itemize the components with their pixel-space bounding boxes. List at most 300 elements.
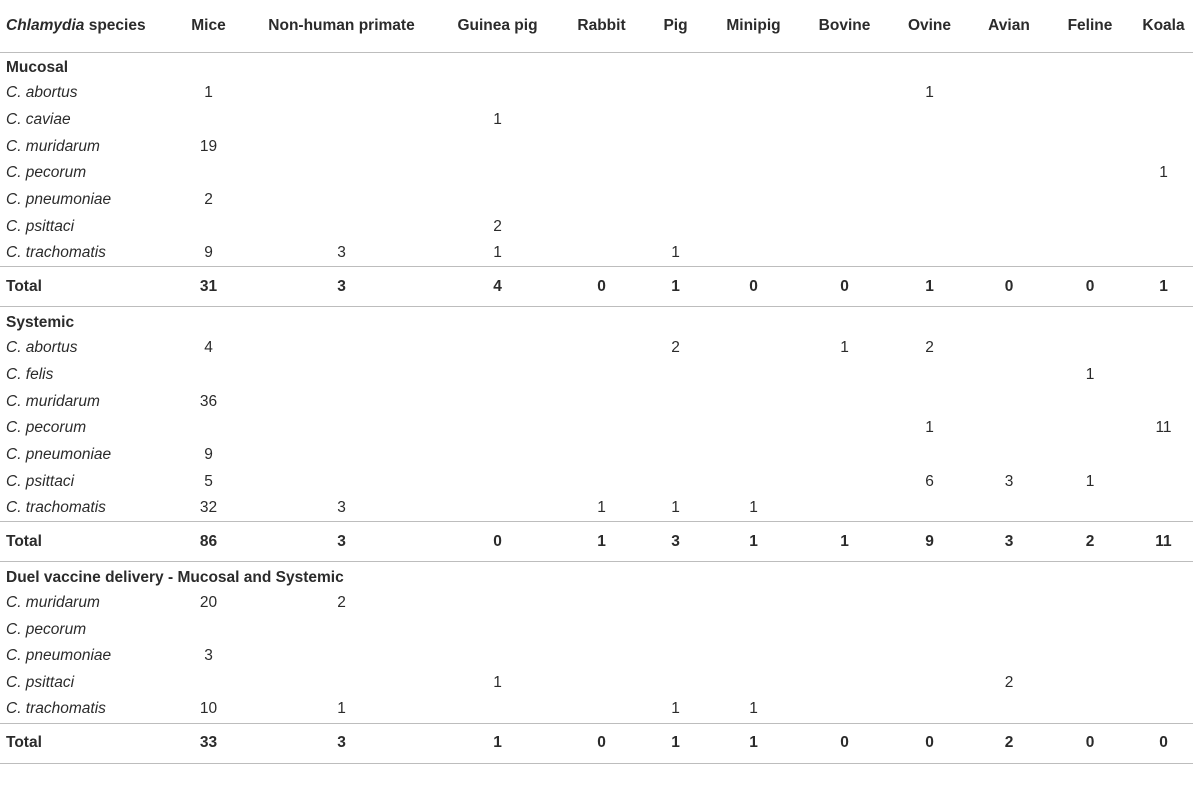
host-header: Avian (972, 0, 1046, 52)
species-column-header (0, 0, 172, 52)
count-cell (557, 133, 646, 160)
count-cell (705, 616, 802, 643)
count-cell: 1 (597, 499, 606, 517)
count-cell (646, 160, 705, 187)
count-cell (887, 670, 972, 697)
count-cell (705, 213, 802, 240)
count-cell (245, 670, 438, 697)
count-cell: 1 (493, 244, 502, 262)
species-name: C. trachomatis (6, 700, 106, 718)
count-cell (172, 616, 245, 643)
species-name: C. muridarum (6, 593, 100, 611)
table-row (0, 616, 1193, 643)
species-name: C. pneumoniae (6, 647, 112, 665)
total-cell: 9 (887, 522, 972, 562)
count-cell (705, 442, 802, 469)
count-cell (972, 442, 1046, 469)
count-cell (646, 590, 705, 617)
total-cell: 0 (438, 522, 557, 562)
count-cell (557, 80, 646, 107)
count-cell: 1 (840, 339, 849, 357)
host-header: Pig (646, 0, 705, 52)
count-cell (646, 362, 705, 389)
total-cell: 0 (1046, 267, 1134, 307)
count-cell (245, 388, 438, 415)
count-cell (972, 590, 1046, 617)
count-cell (245, 80, 438, 107)
species-name: C. caviae (6, 111, 71, 129)
count-cell (972, 696, 1046, 723)
count-cell (646, 670, 705, 697)
count-cell: 1 (671, 499, 680, 517)
count-cell (557, 670, 646, 697)
count-cell (802, 240, 887, 267)
count-cell (972, 107, 1046, 134)
table-row (0, 362, 1193, 389)
count-cell (802, 590, 887, 617)
count-cell: 32 (199, 499, 218, 517)
count-cell: 1 (749, 499, 758, 517)
count-cell (802, 133, 887, 160)
count-cell (802, 670, 887, 697)
count-cell (245, 213, 438, 240)
count-cell: 1 (749, 700, 758, 718)
count-cell: 9 (204, 445, 213, 463)
total-cell: 1 (802, 522, 887, 562)
count-cell (557, 415, 646, 442)
count-cell (887, 107, 972, 134)
count-cell (557, 362, 646, 389)
count-cell (1134, 495, 1193, 522)
count-cell: 36 (199, 392, 218, 410)
total-cell: 1 (557, 522, 646, 562)
count-cell: 19 (199, 137, 218, 155)
count-cell: 1 (1085, 472, 1095, 490)
count-cell (1134, 187, 1193, 214)
count-cell (1046, 670, 1134, 697)
count-cell: 1 (925, 419, 934, 437)
species-name: C. psittaci (6, 217, 75, 235)
total-cell: 3 (245, 267, 438, 307)
table-row (0, 495, 1193, 522)
count-cell (972, 388, 1046, 415)
count-cell (245, 335, 438, 362)
count-cell (1046, 240, 1134, 267)
count-cell (1046, 107, 1134, 134)
count-cell (705, 160, 802, 187)
total-cell: 3 (245, 723, 438, 763)
table-row (0, 696, 1193, 723)
count-cell (646, 133, 705, 160)
count-cell (972, 362, 1046, 389)
count-cell (1134, 335, 1193, 362)
count-cell (802, 388, 887, 415)
total-row (0, 267, 1193, 307)
count-cell (438, 415, 557, 442)
count-cell (705, 670, 802, 697)
table-row (0, 590, 1193, 617)
count-cell (705, 388, 802, 415)
species-name: C. felis (6, 365, 54, 383)
count-cell (557, 107, 646, 134)
count-cell (646, 442, 705, 469)
count-cell: 4 (204, 339, 213, 357)
total-cell: 3 (972, 522, 1046, 562)
count-cell (887, 643, 972, 670)
count-cell (1134, 362, 1193, 389)
species-genus-label: Chlamydia (6, 16, 85, 34)
count-cell: 3 (204, 647, 213, 665)
total-cell: 0 (802, 267, 887, 307)
count-cell (557, 442, 646, 469)
count-cell (802, 468, 887, 495)
count-cell (887, 616, 972, 643)
count-cell (1046, 335, 1134, 362)
count-cell (705, 415, 802, 442)
total-cell: 3 (245, 522, 438, 562)
count-cell (557, 240, 646, 267)
count-cell (887, 442, 972, 469)
count-cell: 1 (493, 674, 502, 692)
count-cell (972, 415, 1046, 442)
total-row (0, 723, 1193, 763)
count-cell (705, 590, 802, 617)
table-row (0, 670, 1193, 697)
total-cell: 0 (1134, 723, 1193, 763)
count-cell: 9 (204, 244, 213, 262)
count-cell (802, 495, 887, 522)
count-cell (1134, 590, 1193, 617)
count-cell (705, 468, 802, 495)
count-cell: 6 (925, 472, 934, 490)
table-row (0, 388, 1193, 415)
count-cell (802, 415, 887, 442)
species-name: C. abortus (6, 339, 78, 357)
count-cell (887, 495, 972, 522)
host-header: Feline (1046, 0, 1134, 52)
total-cell: 0 (972, 267, 1046, 307)
species-name: C. muridarum (6, 392, 100, 410)
count-cell (245, 107, 438, 134)
count-cell (1134, 616, 1193, 643)
count-cell (972, 495, 1046, 522)
total-cell: 86 (172, 522, 245, 562)
section-title: Systemic (6, 313, 75, 331)
count-cell (245, 415, 438, 442)
count-cell (245, 362, 438, 389)
count-cell (802, 80, 887, 107)
count-cell (557, 187, 646, 214)
count-cell (438, 187, 557, 214)
count-cell (1046, 616, 1134, 643)
host-header: Non-human primate (245, 0, 438, 52)
count-cell (1134, 696, 1193, 723)
count-cell (1046, 696, 1134, 723)
count-cell (438, 616, 557, 643)
table-row (0, 80, 1193, 107)
count-cell (705, 80, 802, 107)
count-cell: 2 (204, 191, 213, 209)
count-cell: 5 (204, 472, 213, 490)
count-cell: 1 (671, 244, 680, 262)
total-cell: 11 (1134, 522, 1193, 562)
total-row (0, 522, 1193, 562)
total-label: Total (0, 723, 172, 763)
count-cell (802, 643, 887, 670)
count-cell (1134, 240, 1193, 267)
count-cell (438, 442, 557, 469)
table-body (0, 52, 1193, 763)
count-cell: 1 (204, 84, 213, 102)
count-cell (705, 643, 802, 670)
count-cell (245, 133, 438, 160)
count-cell (972, 213, 1046, 240)
total-cell: 4 (438, 267, 557, 307)
count-cell (438, 590, 557, 617)
section-header-row (0, 562, 1193, 590)
count-cell (438, 335, 557, 362)
count-cell (1134, 213, 1193, 240)
section-title: Mucosal (6, 59, 69, 76)
total-cell: 1 (646, 267, 705, 307)
host-header: Mice (172, 0, 245, 52)
count-cell (1046, 442, 1134, 469)
count-cell (1134, 643, 1193, 670)
count-cell (1046, 590, 1134, 617)
count-cell (972, 80, 1046, 107)
count-cell (705, 362, 802, 389)
count-cell (438, 643, 557, 670)
count-cell: 1 (493, 111, 502, 129)
count-cell (802, 616, 887, 643)
count-cell (887, 388, 972, 415)
count-cell (705, 187, 802, 214)
count-cell (1134, 80, 1193, 107)
count-cell (438, 160, 557, 187)
count-cell (245, 187, 438, 214)
species-name: C. pecorum (6, 620, 87, 638)
species-name: C. trachomatis (6, 499, 106, 517)
count-cell (1046, 495, 1134, 522)
count-cell (646, 107, 705, 134)
total-cell: 1 (705, 522, 802, 562)
count-cell (972, 643, 1046, 670)
count-cell (438, 696, 557, 723)
table-row (0, 160, 1193, 187)
total-cell: 3 (646, 522, 705, 562)
count-cell (1134, 388, 1193, 415)
count-cell (802, 442, 887, 469)
count-cell (972, 240, 1046, 267)
total-cell: 2 (1046, 522, 1134, 562)
count-cell (1046, 388, 1134, 415)
count-cell (887, 187, 972, 214)
count-cell (646, 187, 705, 214)
count-cell (887, 133, 972, 160)
count-cell (172, 670, 245, 697)
host-header: Bovine (802, 0, 887, 52)
count-cell (972, 133, 1046, 160)
section-header-row (0, 52, 1193, 80)
count-cell: 3 (337, 244, 346, 262)
total-label: Total (0, 267, 172, 307)
species-name: C. abortus (6, 84, 78, 102)
count-cell (1046, 80, 1134, 107)
count-cell: 1 (671, 700, 680, 718)
count-cell (705, 133, 802, 160)
count-cell (646, 415, 705, 442)
count-cell: 10 (199, 700, 218, 718)
count-cell (172, 107, 245, 134)
count-cell: 1 (1085, 365, 1095, 383)
count-cell (1046, 133, 1134, 160)
total-cell: 0 (557, 723, 646, 763)
count-cell (887, 240, 972, 267)
count-cell (646, 616, 705, 643)
count-cell (802, 107, 887, 134)
count-cell (887, 213, 972, 240)
count-cell (557, 388, 646, 415)
count-cell (245, 160, 438, 187)
count-cell (887, 160, 972, 187)
count-cell (172, 160, 245, 187)
table-row (0, 107, 1193, 134)
count-cell (245, 442, 438, 469)
count-cell (972, 616, 1046, 643)
count-cell (1134, 468, 1193, 495)
table-row (0, 415, 1193, 442)
count-cell (802, 362, 887, 389)
count-cell (172, 415, 245, 442)
species-name: C. psittaci (6, 472, 75, 490)
species-name: C. psittaci (6, 674, 75, 692)
total-cell: 1 (705, 723, 802, 763)
species-word-label: species (88, 16, 146, 34)
count-cell: 1 (337, 700, 346, 718)
count-cell (438, 388, 557, 415)
table-row (0, 643, 1193, 670)
count-cell (1134, 670, 1193, 697)
count-cell (802, 213, 887, 240)
header-row (0, 0, 1193, 52)
table-row (0, 240, 1193, 267)
count-cell (646, 468, 705, 495)
count-cell: 1 (925, 84, 934, 102)
count-cell (438, 133, 557, 160)
table-row (0, 213, 1193, 240)
count-cell: 3 (337, 499, 346, 517)
count-cell (245, 643, 438, 670)
species-name: C. pecorum (6, 419, 87, 437)
count-cell (887, 362, 972, 389)
count-cell (557, 590, 646, 617)
count-cell (802, 187, 887, 214)
count-cell (705, 240, 802, 267)
count-cell (438, 495, 557, 522)
count-cell (646, 643, 705, 670)
total-cell: 2 (972, 723, 1046, 763)
species-name: C. pecorum (6, 164, 87, 182)
section-header-row (0, 307, 1193, 335)
host-header: Koala (1134, 0, 1193, 52)
count-cell: 20 (199, 593, 218, 611)
species-name: C. muridarum (6, 137, 100, 155)
species-name: C. pneumoniae (6, 191, 112, 209)
count-cell (557, 643, 646, 670)
host-header: Rabbit (557, 0, 646, 52)
count-cell (1134, 442, 1193, 469)
count-cell (557, 616, 646, 643)
count-cell (802, 160, 887, 187)
count-cell: 2 (671, 339, 680, 357)
count-cell: 1 (1159, 164, 1168, 182)
total-cell: 0 (705, 267, 802, 307)
count-cell (1046, 643, 1134, 670)
count-cell (438, 468, 557, 495)
table-row (0, 133, 1193, 160)
count-cell (245, 616, 438, 643)
count-cell (438, 362, 557, 389)
count-cell (172, 213, 245, 240)
count-cell (972, 335, 1046, 362)
table-row (0, 442, 1193, 469)
count-cell: 2 (337, 593, 346, 611)
count-cell (1134, 133, 1193, 160)
count-cell: 2 (493, 217, 502, 235)
count-cell (557, 160, 646, 187)
total-cell: 1 (646, 723, 705, 763)
section-title: Duel vaccine delivery - Mucosal and Systemic (6, 568, 344, 586)
count-cell (557, 335, 646, 362)
count-cell (1046, 187, 1134, 214)
host-header: Ovine (887, 0, 972, 52)
count-cell (1046, 415, 1134, 442)
total-cell: 31 (172, 267, 245, 307)
total-cell: 0 (887, 723, 972, 763)
count-cell (802, 696, 887, 723)
count-cell (557, 213, 646, 240)
total-label: Total (0, 522, 172, 562)
count-cell (245, 468, 438, 495)
species-name: C. pneumoniae (6, 445, 112, 463)
count-cell (1046, 213, 1134, 240)
total-cell: 1 (1134, 267, 1193, 307)
count-cell (646, 388, 705, 415)
count-cell (646, 213, 705, 240)
count-cell: 11 (1155, 419, 1172, 437)
host-header: Minipig (705, 0, 802, 52)
species-name: C. trachomatis (6, 244, 106, 262)
host-header: Guinea pig (438, 0, 557, 52)
count-cell: 3 (1004, 472, 1014, 490)
total-cell: 1 (887, 267, 972, 307)
total-cell: 0 (557, 267, 646, 307)
total-cell: 0 (1046, 723, 1134, 763)
table-row (0, 468, 1193, 495)
count-cell (646, 80, 705, 107)
count-cell (438, 80, 557, 107)
table-row (0, 187, 1193, 214)
total-cell: 0 (802, 723, 887, 763)
count-cell (972, 160, 1046, 187)
count-cell (1134, 107, 1193, 134)
count-cell: 2 (925, 339, 934, 357)
count-cell (705, 107, 802, 134)
count-cell: 2 (1004, 674, 1014, 692)
total-cell: 1 (438, 723, 557, 763)
count-cell (972, 187, 1046, 214)
count-cell (705, 335, 802, 362)
